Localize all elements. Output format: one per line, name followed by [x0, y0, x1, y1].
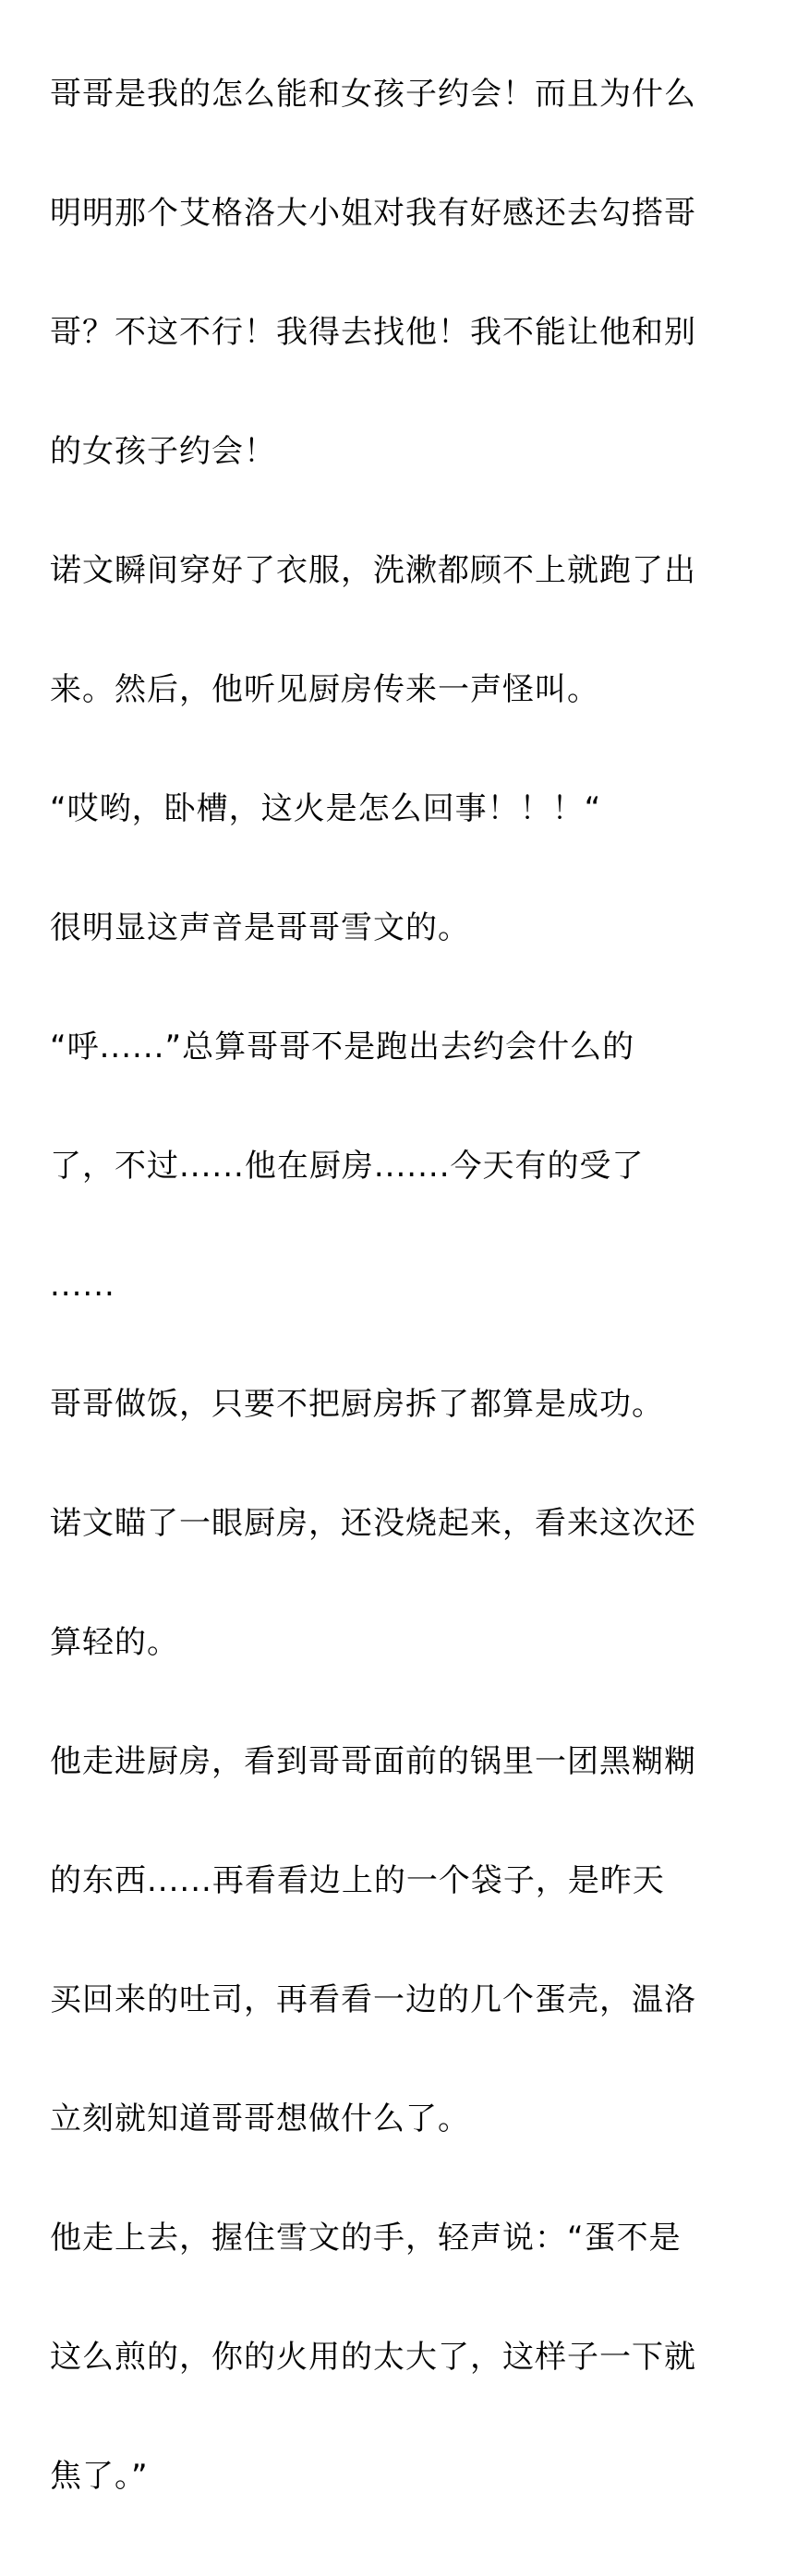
text-line: 明明那个艾格洛大小姐对我有好感还去勾搭哥 [50, 195, 696, 232]
text-line: 算轻的。 [50, 1624, 179, 1661]
text-line: 哥哥做饭，只要不把厨房拆了都算是成功。 [50, 1386, 664, 1423]
text-line: “哎哟，卧槽，这火是怎么回事！！！“ [50, 790, 602, 827]
text-line: 来。然后，他听见厨房传来一声怪叫。 [50, 671, 599, 708]
text-line: 买回来的吐司，再看看一边的几个蛋壳，温洛 [50, 1981, 696, 2018]
text-line: 很明显这声音是哥哥雪文的。 [50, 909, 470, 946]
text-line: 哥哥是我的怎么能和女孩子约会！而且为什么 [50, 76, 696, 113]
text-line: 他走进厨房，看到哥哥面前的锅里一团黑糊糊 [50, 1743, 696, 1780]
text-line: 立刻就知道哥哥想做什么了。 [50, 2101, 470, 2137]
text-line: “呼......”总算哥哥不是跑出去约会什么的 [50, 1029, 635, 1065]
text-line: ...... [50, 1267, 115, 1304]
text-line: 的东西......再看看边上的一个袋子，是昨天 [50, 1862, 665, 1899]
text-line: 诺文瞬间穿好了衣服，洗漱都顾不上就跑了出 [50, 552, 696, 589]
story-text [50, 0, 752, 2576]
text-line: 哥？不这不行！我得去找他！我不能让他和别 [50, 314, 696, 351]
text-line: 他走上去，握住雪文的手，轻声说：“蛋不是 [50, 2220, 682, 2257]
text-line: 焦了。” [50, 2458, 149, 2495]
text-line: 这么煎的，你的火用的太大了，这样子一下就 [50, 2339, 696, 2376]
text-line: 了，不过......他在厨房.......今天有的受了 [50, 1148, 645, 1185]
text-line: 的女孩子约会！ [50, 433, 276, 470]
text-line: 诺文瞄了一眼厨房，还没烧起来，看来这次还 [50, 1505, 696, 1542]
